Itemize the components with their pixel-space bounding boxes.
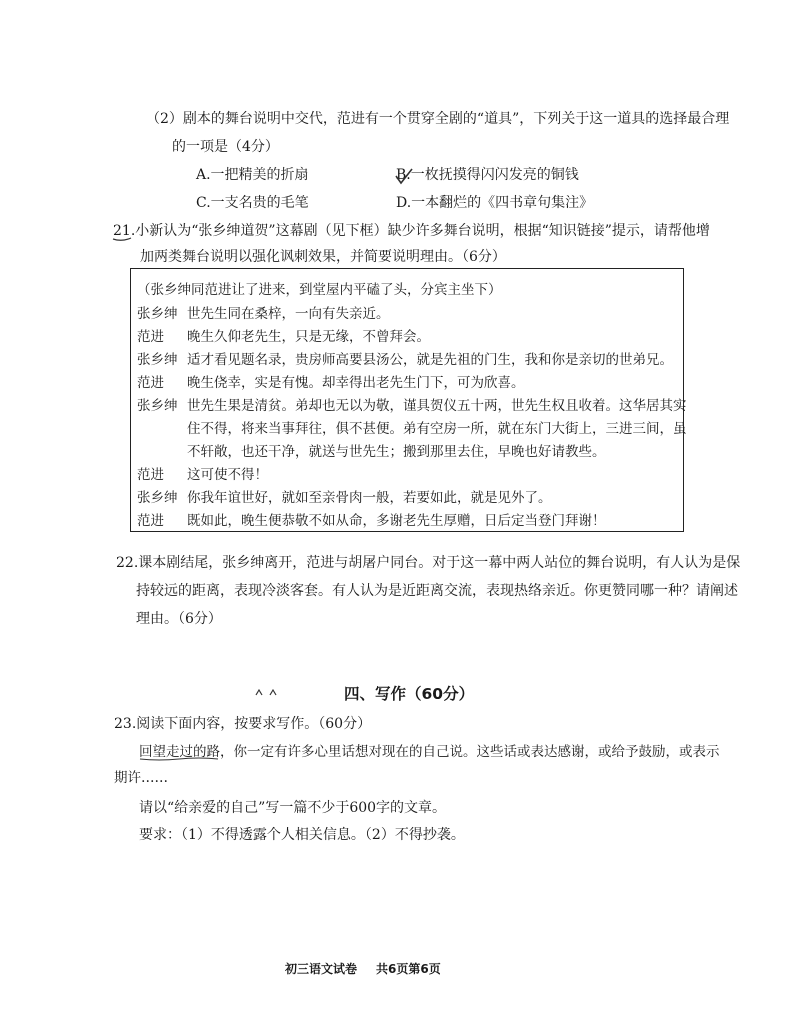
caret-marks-icon (255, 688, 279, 696)
underline-mark-icon (112, 236, 132, 242)
script-line (137, 509, 606, 529)
dialogue: 晚生侥幸，实是有愧。却幸得出老先生门下，可为欣喜。 (187, 375, 525, 391)
check-mark-icon (393, 166, 415, 188)
speaker: 范进 (137, 467, 164, 483)
script-line (137, 302, 390, 322)
script-line (137, 325, 430, 345)
dialogue: 住不得，将来当事拜往，俱不甚便。弟有空房一所，就在东门大街上，三进三间，虽 (187, 421, 687, 437)
q22-line3: 理由。（6分） (136, 611, 222, 627)
dialogue: 晚生久仰老先生，只是无缘，不曾拜会。 (187, 329, 430, 345)
option-c: C.一支名贵的毛笔 (196, 195, 309, 211)
q23-prompt: 请以“给亲爱的自己”写一篇不少于600字的文章。 (139, 800, 447, 816)
section-title: 四、写作（60分） (344, 685, 475, 703)
q21-line2: 加两类舞台说明以强化讽刺效果，并简要说明理由。（6分） (140, 249, 506, 265)
dialogue: 世先生果是清贫。弟却也无以为敬，谨具贺仪五十两，世先生权且收着。这华居其实 (187, 398, 687, 414)
dialogue: 这可使不得！ (187, 467, 268, 483)
q23-para2: 期许…… (114, 770, 168, 786)
script-line (137, 463, 268, 483)
script-line (137, 371, 525, 391)
option-d: D.一本翻烂的《四书章句集注》 (396, 195, 594, 211)
footer-subject: 初三语文试卷 (285, 962, 358, 976)
speaker: 范进 (137, 329, 164, 345)
q22-line2: 持较远的距离，表现冷淡客套。有人认为是近距离交流，表现热络亲近。你更赞同哪一种？请阐述 (136, 583, 738, 599)
dialogue: 你我年谊世好，就如至亲骨肉一般，若要如此，就是见外了。 (187, 490, 552, 506)
script-line-cont (137, 440, 606, 460)
option-b: B.一枚抚摸得闪闪发亮的铜钱 (396, 167, 579, 183)
script-line (137, 394, 687, 414)
speaker: 张乡绅 (137, 398, 178, 414)
q22-line1: 22.课本剧结尾，张乡绅离开，范进与胡屠户同台。对于这一幕中两人站位的舞台说明，有人认为是保 (116, 555, 741, 571)
stage-direction: （张乡绅同范进让了进来，到堂屋内平磕了头，分宾主坐下） (137, 282, 502, 298)
q20-2-line2: 的一项是（4分） (172, 139, 279, 155)
dialogue: 不轩敞，也还干净，就送与世先生；搬到那里去住，早晚也好请教些。 (187, 444, 606, 460)
q21-line1: 21.小新认为“张乡绅道贺”这幕剧（见下框）缺少许多舞台说明，根据“知识链接”提示，请帮他增 (113, 223, 710, 239)
option-a: A.一把精美的折扇 (196, 167, 309, 183)
q20-2-line1: （2）剧本的舞台说明中交代，范进有一个贯穿全剧的“道具”，下列关于这一道具的选择最合理 (146, 111, 730, 127)
underline-mark-icon (139, 756, 219, 762)
q23-para1: 回望走过的路，你一定有许多心里话想对现在的自己说。这些话或表达感谢，或给予鼓励，或表示 (139, 744, 720, 760)
speaker: 张乡绅 (137, 306, 178, 322)
speaker: 张乡绅 (137, 490, 178, 506)
speaker: 范进 (137, 513, 164, 529)
q23-requirements: 要求：（1）不得透露个人相关信息。（2）不得抄袭。 (139, 827, 465, 843)
script-line (137, 486, 552, 506)
speaker: 张乡绅 (137, 352, 178, 368)
script-line (137, 348, 673, 368)
q23-line1: 23.阅读下面内容，按要求写作。（60分） (114, 716, 372, 732)
footer-pages: 共6页第6页 (376, 962, 441, 976)
dialogue: 世先生同在桑梓，一向有失亲近。 (187, 306, 390, 322)
dialogue: 既如此，晚生便恭敬不如从命，多谢老先生厚赠，日后定当登门拜谢！ (187, 513, 606, 529)
script-line-cont (137, 417, 687, 437)
speaker: 范进 (137, 375, 164, 391)
dialogue: 适才看见题名录，贵房师高要县汤公，就是先祖的门生，我和你是亲切的世弟兄。 (187, 352, 673, 368)
